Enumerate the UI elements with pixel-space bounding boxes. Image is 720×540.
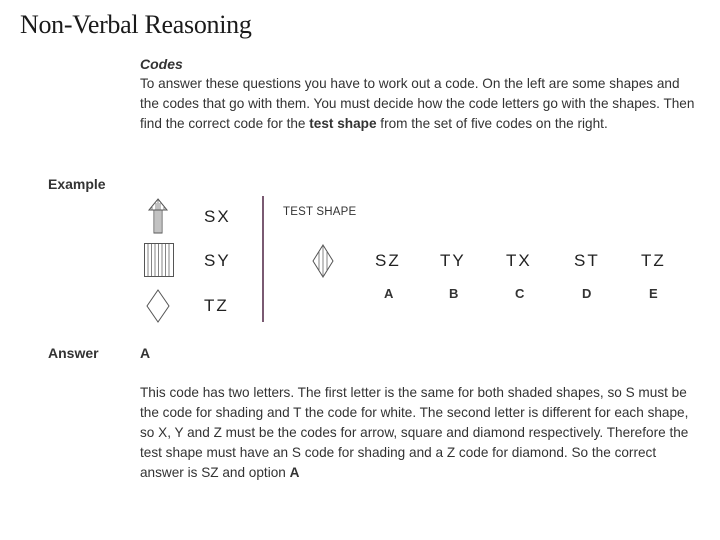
answer-label: Answer <box>48 345 99 361</box>
instructions-paragraph <box>140 74 700 134</box>
shaded-arrow-icon <box>147 198 169 234</box>
explanation-text: This code has two letters. The first letter is the same for both shaded shapes, so S must be the code for shading and T the code for white. The second letter is different for each shape, so X, Y and Z must be the codes for arrow, square and diamond respectively. Therefore the test shape must have an S code for shading and a Z code for diamond. So the correct answer is SZ and option <box>140 385 689 480</box>
option-letter-c: C <box>515 286 525 301</box>
section-heading: Codes <box>140 56 183 72</box>
white-diamond-icon <box>146 289 170 323</box>
example-code-1: SX <box>204 207 231 226</box>
shaded-square-icon <box>144 243 174 277</box>
divider-line <box>262 196 264 322</box>
page-title: Non-Verbal Reasoning <box>20 10 252 39</box>
instructions-text-1: To answer these questions you have to work out a code. On the left are some shapes and the codes that go with them. You must decide how the code letters go with the shapes. Then find the correct code for the <box>140 76 695 131</box>
option-letter-d: D <box>582 286 592 301</box>
option-code-b: TY <box>440 251 466 270</box>
option-code-a: SZ <box>375 251 401 270</box>
explanation-text-bold: A <box>289 465 300 480</box>
option-code-e: TZ <box>641 251 666 270</box>
instructions-text-bold: test shape <box>309 116 377 131</box>
example-code-3: TZ <box>204 296 229 315</box>
test-shape-label: TEST SHAPE <box>283 206 357 218</box>
option-letter-b: B <box>449 286 459 301</box>
option-code-d: ST <box>574 251 600 270</box>
explanation-paragraph <box>140 383 700 483</box>
example-code-2: SY <box>204 251 231 270</box>
example-label: Example <box>48 176 106 192</box>
option-letter-a: A <box>384 286 394 301</box>
option-letter-e: E <box>649 286 658 301</box>
shaded-diamond-icon <box>312 244 334 278</box>
answer-value: A <box>140 345 151 361</box>
instructions-text-2: from the set of five codes on the right. <box>376 116 608 131</box>
option-code-c: TX <box>506 251 532 270</box>
